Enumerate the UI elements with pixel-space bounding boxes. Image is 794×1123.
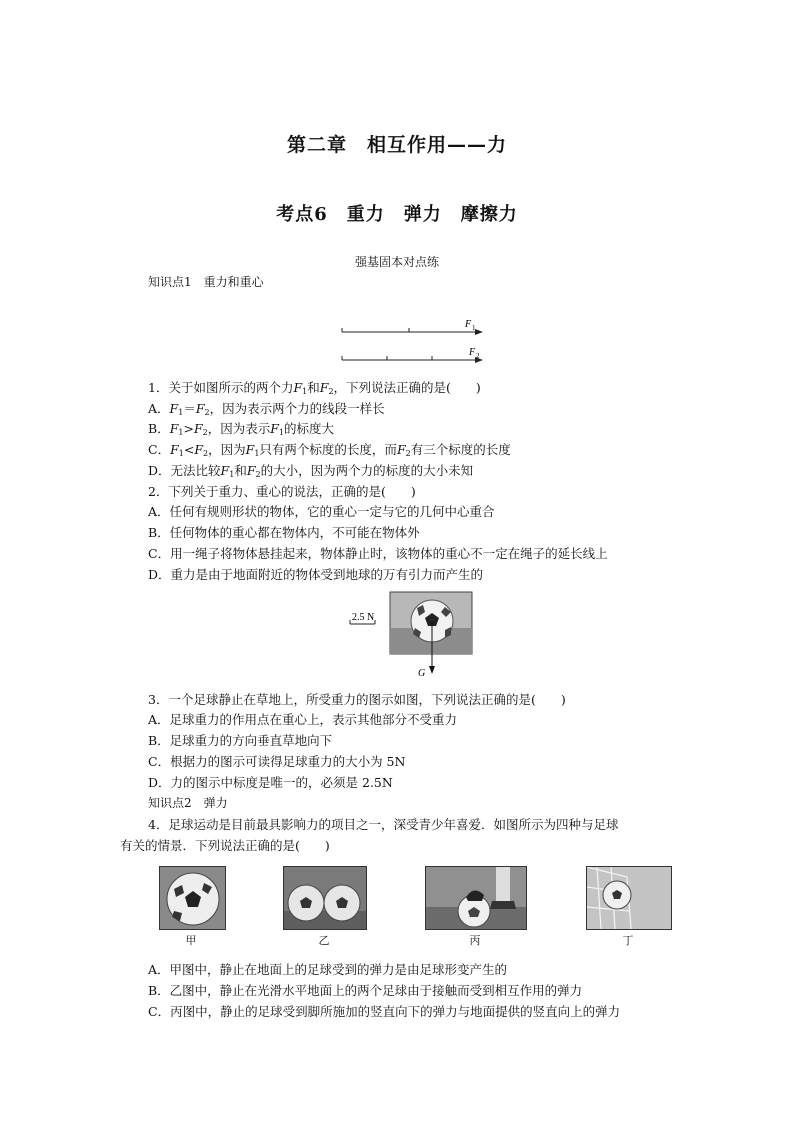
caption-bing: 丙	[469, 934, 481, 947]
f2-sub: 2	[476, 352, 480, 360]
q1-option-b: B．$F_1>F_2$，因为表示$F_1$的标度大	[148, 421, 335, 437]
force-scale-figure	[335, 312, 495, 372]
q1-stem: 1．关于如图所示的两个力$F_1$和$F_2$，下列说法正确的是( )	[148, 380, 481, 396]
q1-option-d: D．无法比较$F_1$和$F_2$的大小，因为两个力的标度的大小未知	[148, 463, 474, 479]
q2-option-d: D．重力是由于地面附近的物体受到地球的万有引力而产生的	[148, 567, 484, 582]
photo-jia	[159, 866, 226, 930]
g-label: G	[418, 668, 426, 679]
caption-jia: 甲	[185, 934, 197, 947]
caption-yi: 乙	[318, 934, 330, 947]
practice-title: 强基固本对点练	[354, 255, 439, 269]
section-title: 考点6 重力 弹力 摩擦力	[276, 204, 518, 225]
knowledge-point-2: 知识点2 弹力	[148, 796, 228, 810]
q3-option-d: D．力的图示中标度是唯一的，必须是 2.5N	[148, 775, 393, 790]
q1-option-c: C．$F_1<F_2$，因为$F_1$只有两个标度的长度，而$F_2$有三个标度的长度	[148, 442, 511, 458]
q3-option-c: C．根据力的图示可读得足球重力的大小为 5N	[148, 754, 406, 769]
f1-arrow	[342, 328, 483, 335]
f1-label: F	[465, 319, 472, 330]
q4-option-a: A．甲图中，静止在地面上的足球受到的弹力是由足球形变产生的	[148, 962, 508, 977]
q4-stem-line1: 4．足球运动是目前最具影响力的项目之一，深受青少年喜爱．如图所示为四种与足球	[148, 817, 619, 832]
q2-stem: 2．下列关于重力、重心的说法，正确的是( )	[148, 484, 416, 499]
q4-option-b: B．乙图中，静止在光滑水平地面上的两个足球由于接触而受到相互作用的弹力	[148, 983, 583, 998]
q1-option-a: A．$F_1=F_2$，因为表示两个力的线段一样长	[148, 401, 385, 417]
q4-stem-line2: 有关的情景．下列说法正确的是( )	[120, 838, 330, 853]
gravity-figure	[345, 590, 480, 680]
photo-ding	[586, 866, 672, 930]
chapter-title: 第二章 相互作用——力	[286, 134, 507, 156]
f1-sub: 1	[472, 324, 476, 332]
q4-option-c: C．丙图中，静止的足球受到脚所施加的竖直向下的弹力与地面提供的竖直向上的弹力	[148, 1004, 621, 1019]
photo-yi	[283, 866, 367, 930]
scale-label: 2.5 N	[352, 612, 375, 623]
q3-stem: 3．一个足球静止在草地上，所受重力的图示如图，下列说法正确的是( )	[148, 692, 566, 707]
soccer-ball-photo	[390, 592, 472, 654]
f2-arrow	[342, 356, 483, 363]
f2-label: F	[469, 347, 476, 358]
caption-ding: 丁	[622, 934, 634, 947]
knowledge-point-1: 知识点1 重力和重心	[148, 275, 264, 289]
q2-option-c: C．用一绳子将物体悬挂起来，物体静止时，该物体的重心不一定在绳子的延长线上	[148, 546, 608, 561]
q3-option-b: B．足球重力的方向垂直草地向下	[148, 733, 333, 748]
q2-option-a: A．任何有规则形状的物体，它的重心一定与它的几何中心重合	[148, 504, 495, 519]
q3-option-a: A．足球重力的作用点在重心上，表示其他部分不受重力	[148, 712, 458, 727]
q2-option-b: B．任何物体的重心都在物体内，不可能在物体外	[148, 525, 420, 540]
photo-bing	[425, 866, 527, 930]
